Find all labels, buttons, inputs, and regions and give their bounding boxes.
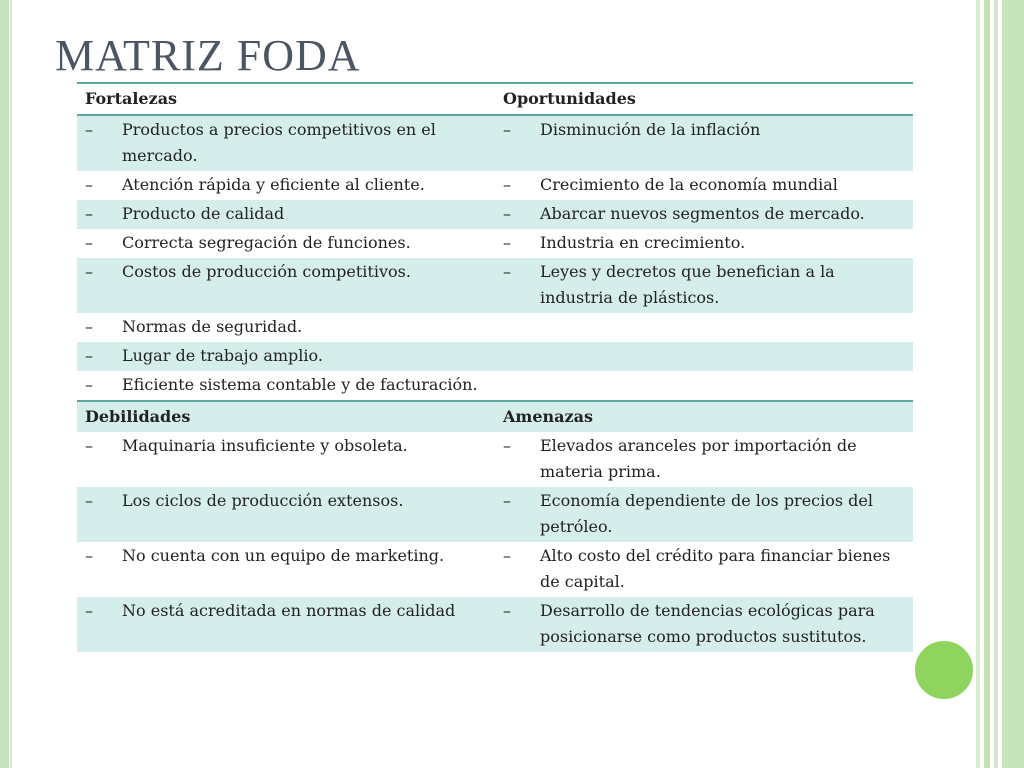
list-item (77, 229, 495, 258)
table-row (77, 200, 913, 229)
list-item (77, 258, 495, 287)
list-item (77, 487, 495, 516)
bullet-dash: – (85, 262, 93, 281)
table-row (77, 432, 913, 487)
table-row (77, 258, 913, 313)
list-item (77, 432, 495, 461)
list-item (495, 597, 913, 652)
table-row (77, 229, 913, 258)
list-item (77, 542, 495, 571)
table-row (77, 313, 913, 342)
left-decor-bar (0, 0, 9, 768)
bullet-dash: – (85, 317, 93, 336)
table-row (77, 171, 913, 200)
list-item-text: Eficiente sistema contable y de facturación. (122, 375, 478, 394)
cell-right (495, 597, 913, 652)
cell-left (77, 342, 495, 371)
decor-circle (913, 639, 975, 701)
list-item (77, 116, 495, 171)
table-row (77, 597, 913, 652)
list-item (77, 200, 495, 229)
table-row (77, 371, 913, 401)
list-item (495, 258, 913, 313)
bullet-dash: – (503, 436, 511, 455)
list-item-text: No cuenta con un equipo de marketing. (122, 546, 445, 565)
list-item-text: Normas de seguridad. (122, 317, 303, 336)
cell-left (77, 258, 495, 313)
list-item (77, 313, 495, 342)
cell-left (77, 171, 495, 200)
cell-right (495, 371, 913, 401)
section-header-right: Oportunidades (495, 83, 913, 115)
cell-right (495, 171, 913, 200)
list-item (77, 342, 495, 371)
list-item (77, 597, 495, 626)
bullet-dash: – (503, 262, 511, 281)
list-item (495, 171, 913, 200)
bullet-dash: – (503, 120, 511, 139)
cell-left (77, 487, 495, 542)
bullet-dash: – (503, 233, 511, 252)
table-row (77, 115, 913, 171)
bullet-dash: – (503, 175, 511, 194)
slide-title: MATRIZ FODA (55, 31, 361, 80)
list-item-text: Crecimiento de la economía mundial (540, 175, 838, 194)
list-item-text: Desarrollo de tendencias ecológicas para posicionarse como productos sustitutos. (540, 601, 875, 646)
section-header-left: Debilidades (77, 401, 495, 432)
list-item-text: Producto de calidad (122, 204, 285, 223)
bullet-dash: – (85, 204, 93, 223)
cell-left (77, 432, 495, 487)
bullet-dash: – (85, 233, 93, 252)
cell-right (495, 542, 913, 597)
list-item-text: Correcta segregación de funciones. (122, 233, 411, 252)
list-item-text: Alto costo del crédito para financiar bienes de capital. (540, 546, 891, 591)
bullet-dash: – (503, 204, 511, 223)
left-decor-line (10, 0, 12, 768)
section-header-row (77, 401, 913, 432)
bullet-dash: – (503, 491, 511, 510)
list-item (495, 229, 913, 258)
list-item-text: Los ciclos de producción extensos. (122, 491, 404, 510)
cell-left (77, 313, 495, 342)
cell-right (495, 115, 913, 171)
cell-left (77, 597, 495, 652)
cell-left (77, 542, 495, 597)
list-item (495, 487, 913, 542)
right-decor-stripes (976, 0, 1024, 768)
bullet-dash: – (85, 491, 93, 510)
cell-left (77, 371, 495, 401)
section-header-right: Amenazas (495, 401, 913, 432)
cell-right (495, 200, 913, 229)
list-item-text: Leyes y decretos que benefician a la industria de plásticos. (540, 262, 835, 307)
list-item (495, 200, 913, 229)
bullet-dash: – (85, 436, 93, 455)
list-item-text: No está acreditada en normas de calidad (122, 601, 456, 620)
list-item-text: Disminución de la inflación (540, 120, 761, 139)
cell-right (495, 229, 913, 258)
list-item-text: Lugar de trabajo amplio. (122, 346, 323, 365)
bullet-dash: – (85, 546, 93, 565)
list-item-text: Maquinaria insuficiente y obsoleta. (122, 436, 408, 455)
table-row (77, 487, 913, 542)
cell-left (77, 115, 495, 171)
section-header-left: Fortalezas (77, 83, 495, 115)
bullet-dash: – (85, 175, 93, 194)
list-item-text: Industria en crecimiento. (540, 233, 746, 252)
cell-right (495, 342, 913, 371)
bullet-dash: – (85, 120, 93, 139)
bullet-dash: – (85, 375, 93, 394)
list-item (495, 542, 913, 597)
list-item-text: Costos de producción competitivos. (122, 262, 411, 281)
list-item-text: Atención rápida y eficiente al cliente. (122, 175, 425, 194)
cell-left (77, 229, 495, 258)
list-item (77, 371, 495, 400)
cell-right (495, 487, 913, 542)
cell-right (495, 313, 913, 342)
list-item-text: Productos a precios competitivos en el mercado. (122, 120, 436, 165)
foda-table (77, 82, 913, 652)
bullet-dash: – (85, 601, 93, 620)
section-header-row (77, 83, 913, 115)
cell-right (495, 432, 913, 487)
table-row (77, 342, 913, 371)
list-item (495, 116, 913, 145)
list-item (77, 171, 495, 200)
list-item (495, 432, 913, 487)
list-item-text: Elevados aranceles por importación de materia prima. (540, 436, 857, 481)
cell-left (77, 200, 495, 229)
table-row (77, 542, 913, 597)
cell-right (495, 258, 913, 313)
list-item-text: Economía dependiente de los precios del petróleo. (540, 491, 874, 536)
bullet-dash: – (503, 601, 511, 620)
list-item-text: Abarcar nuevos segmentos de mercado. (540, 204, 865, 223)
bullet-dash: – (85, 346, 93, 365)
bullet-dash: – (503, 546, 511, 565)
